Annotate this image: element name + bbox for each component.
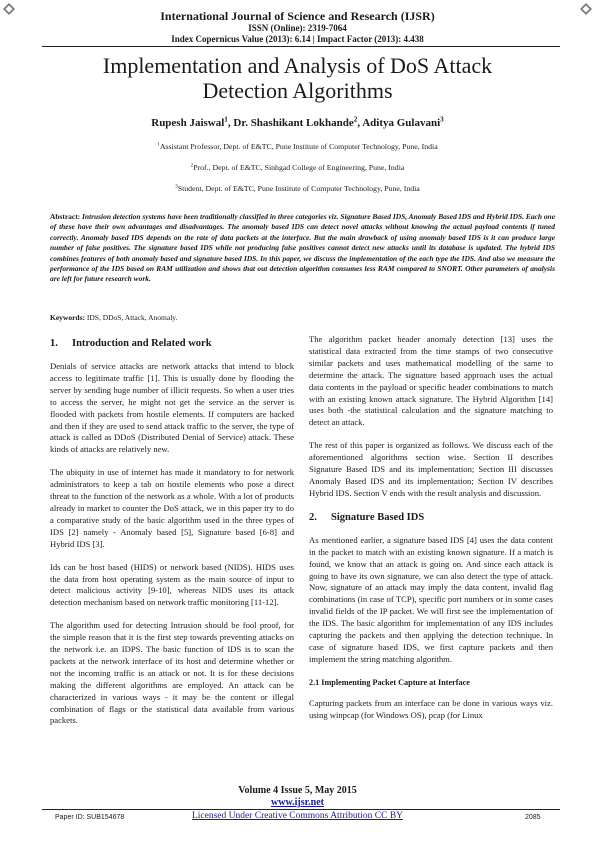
body-paragraph: Ids can be host based (HIDS) or network based (NIDS). HIDS uses the data from host operating system as the main source of input to detect malicious activity [9-10], whereas NIDS uses its attack detection mechanism based on network traffic monitoring [11-12]. bbox=[50, 561, 294, 608]
author-name: Rupesh Jaiswal bbox=[151, 117, 225, 129]
author-name: Dr. Shashikant Lokhande bbox=[233, 117, 354, 129]
section-number: 1. bbox=[50, 338, 58, 349]
journal-index: Index Copernicus Value (2013): 6.14 | Impact Factor (2013): 4.438 bbox=[171, 34, 424, 44]
affiliation bbox=[0, 163, 595, 172]
keywords-text: IDS, DDoS, Attack, Anomaly. bbox=[86, 313, 178, 322]
abstract bbox=[50, 212, 555, 285]
header-divider bbox=[42, 46, 560, 47]
affiliation-text: Student, Dept. of E&TC, Pune Institute of Computer Technology, Pune, India bbox=[177, 184, 420, 193]
author-sup: 3 bbox=[440, 115, 444, 124]
author-separator: , bbox=[227, 117, 234, 129]
subsection-heading: 2.1 Implementing Packet Capture at Interface bbox=[309, 677, 470, 687]
footer-divider bbox=[42, 809, 560, 810]
body-paragraph: Capturing packets from an interface can be done in various ways viz. using winpcap (for Windows OS), pcap (for Linux bbox=[309, 697, 553, 720]
paper-title: Implementation and Analysis of DoS Attack Detection Algorithms bbox=[102, 53, 493, 103]
body-paragraph: As mentioned earlier, a signature based IDS [4] uses the data content in the packet to match with an existing known signature. If a match is found, we know that an attack is going on. And since each attack is going to have its own signature, we can also detect the type of attack. Now, signature of an attack may imply the data content, invalid flag combinations (in case of TCP), specific port numbers or in some cases invalid fields of the IP packet. We will first see the implementation of the IDS. The basic algorithm for implementation of any IDS includes capturing the packets and then applying the detection technique. In case of signature based IDS, we first capture packets and then implement the string matching algorithm. bbox=[309, 534, 553, 664]
affiliation-sup: 2 bbox=[190, 162, 194, 169]
body-paragraph: Denials of service attacks are network attacks that intend to block access to legitimate traffic [1]. This is usually done by flooding the server by sending huge number of illicit requests. So when a user tries to access the server, he might not get the service as the server is flooded with packets from hostile elements. If computers are hacked and then if they are used to send attack traffic to the server, the type of attack is called as DDoS (Distributed Denial of Service) attack. These kinds of attacks are relatively new. bbox=[50, 361, 294, 455]
body-paragraph: The rest of this paper is organized as follows. We discuss each of the aforementioned algorithms section wise. Section II describes Signature Based IDS and its implementation; Section III discusses Anomaly Based IDS and its implementation; Section IV describes Hybrid IDS. Section V ends with the result analysis and discussion. bbox=[309, 440, 553, 498]
section-title: Signature Based IDS bbox=[331, 511, 425, 523]
abstract-label: Abstract: bbox=[50, 212, 81, 221]
affiliation-sup: 3 bbox=[175, 183, 178, 190]
affiliation-text: Assistant Professor, Dept. of E&TC, Pune Institute of Computer Technology, Pune, India bbox=[159, 142, 438, 151]
keywords-label: Keywords: bbox=[50, 313, 85, 322]
affiliation-text: Prof., Dept. of E&TC, Sinhgad College of Engineering, Pune, India bbox=[193, 163, 405, 172]
author-sup: 2 bbox=[353, 115, 358, 124]
paper-id: Paper ID: SUB154678 bbox=[55, 814, 125, 821]
section-heading bbox=[50, 337, 294, 350]
section-number: 2. bbox=[309, 511, 317, 523]
keywords bbox=[50, 313, 555, 322]
body-paragraph: The algorithm used for detecting Intrusion should be fool proof, for the simple reason that it is the first step towards preventing attacks on the network i.e. an IDPS. The basic function of IDS is to scan the packets at the network interface of its host and determine whether or not the incoming traffic is an attack or not. It is for these decisions making the different algorithms are employed. An attack can be characterized in various ways - it may be the content or illegal combination of flags or the statistical data available from various packets. bbox=[50, 620, 294, 726]
footer-issue: Volume 4 Issue 5, May 2015 bbox=[238, 785, 357, 796]
left-column bbox=[50, 337, 294, 738]
section-title: Introduction and Related work bbox=[72, 338, 212, 349]
author-list bbox=[0, 117, 595, 129]
author-separator: , bbox=[357, 117, 363, 129]
body-paragraph: The algorithm packet header anomaly detection [13] uses the statistical data extracted from the time stamps of two consecutive similar packets and uses mathematical modelling of the same to determine the attack. The signature based approach uses the actual data contents in the payload or specific header combinations to match with an existing known attack signature. The Hybrid Algorithm [14] uses both -the statistical calculation and the signature matching to detect an attack. bbox=[309, 334, 553, 428]
right-column bbox=[309, 334, 553, 732]
body-paragraph: The ubiquity in use of internet has made it mandatory to for network administrators to keep a tab on hostile elements who pose a direct threat to the function of the network as a whole. With a lot of products already in market to counter the DoS attack, we in this paper try to do a comparative study of the basic algorithm used in the three types of IDS [2] namely - Anomaly based [5], Signature based [6-8] and Hybrid IDS [3]. bbox=[50, 467, 294, 549]
abstract-text: Intrusion detection systems have been traditionally classified in three categories viz. Signature Based IDS, Anomaly Based IDS and Hybrid IDS. Each one of these have their own advantages and disadvantages. The anomaly based IDS can detect novel attacks without knowing the actual payload contents if tuned correctly. Anomaly based IDS depends on the rate of data packets at the interface. But the main drawback of using anomaly based IDS is it can produce large number of false positives. The signature based IDS while not producing false positives cannot detect new attacks until its database is updated. The hybrid IDS combines features of both anomaly based and signature based IDS. In this paper, we discuss the implementation of the each type the IDS. And also we measure the performance of the IDS based on RAM utilization and shows that out detection algorithm consumes less RAM compared to SNORT. Other parameters of analysis are left for future research work. bbox=[50, 212, 555, 284]
page-number: 2085 bbox=[525, 814, 541, 821]
journal-website-link[interactable]: www.ijsr.net bbox=[271, 797, 324, 808]
license-link[interactable]: Licensed Under Creative Commons Attribution CC BY bbox=[191, 811, 404, 821]
author-name: Aditya Gulavani bbox=[362, 117, 441, 129]
author-sup: 1 bbox=[224, 115, 228, 124]
journal-name: International Journal of Science and Research (IJSR) bbox=[160, 9, 435, 23]
affiliation bbox=[0, 184, 595, 193]
affiliation bbox=[0, 142, 595, 151]
section-heading bbox=[309, 511, 553, 524]
affiliation-sup: 1 bbox=[157, 141, 160, 148]
journal-issn: ISSN (Online): 2319-7064 bbox=[248, 23, 347, 33]
